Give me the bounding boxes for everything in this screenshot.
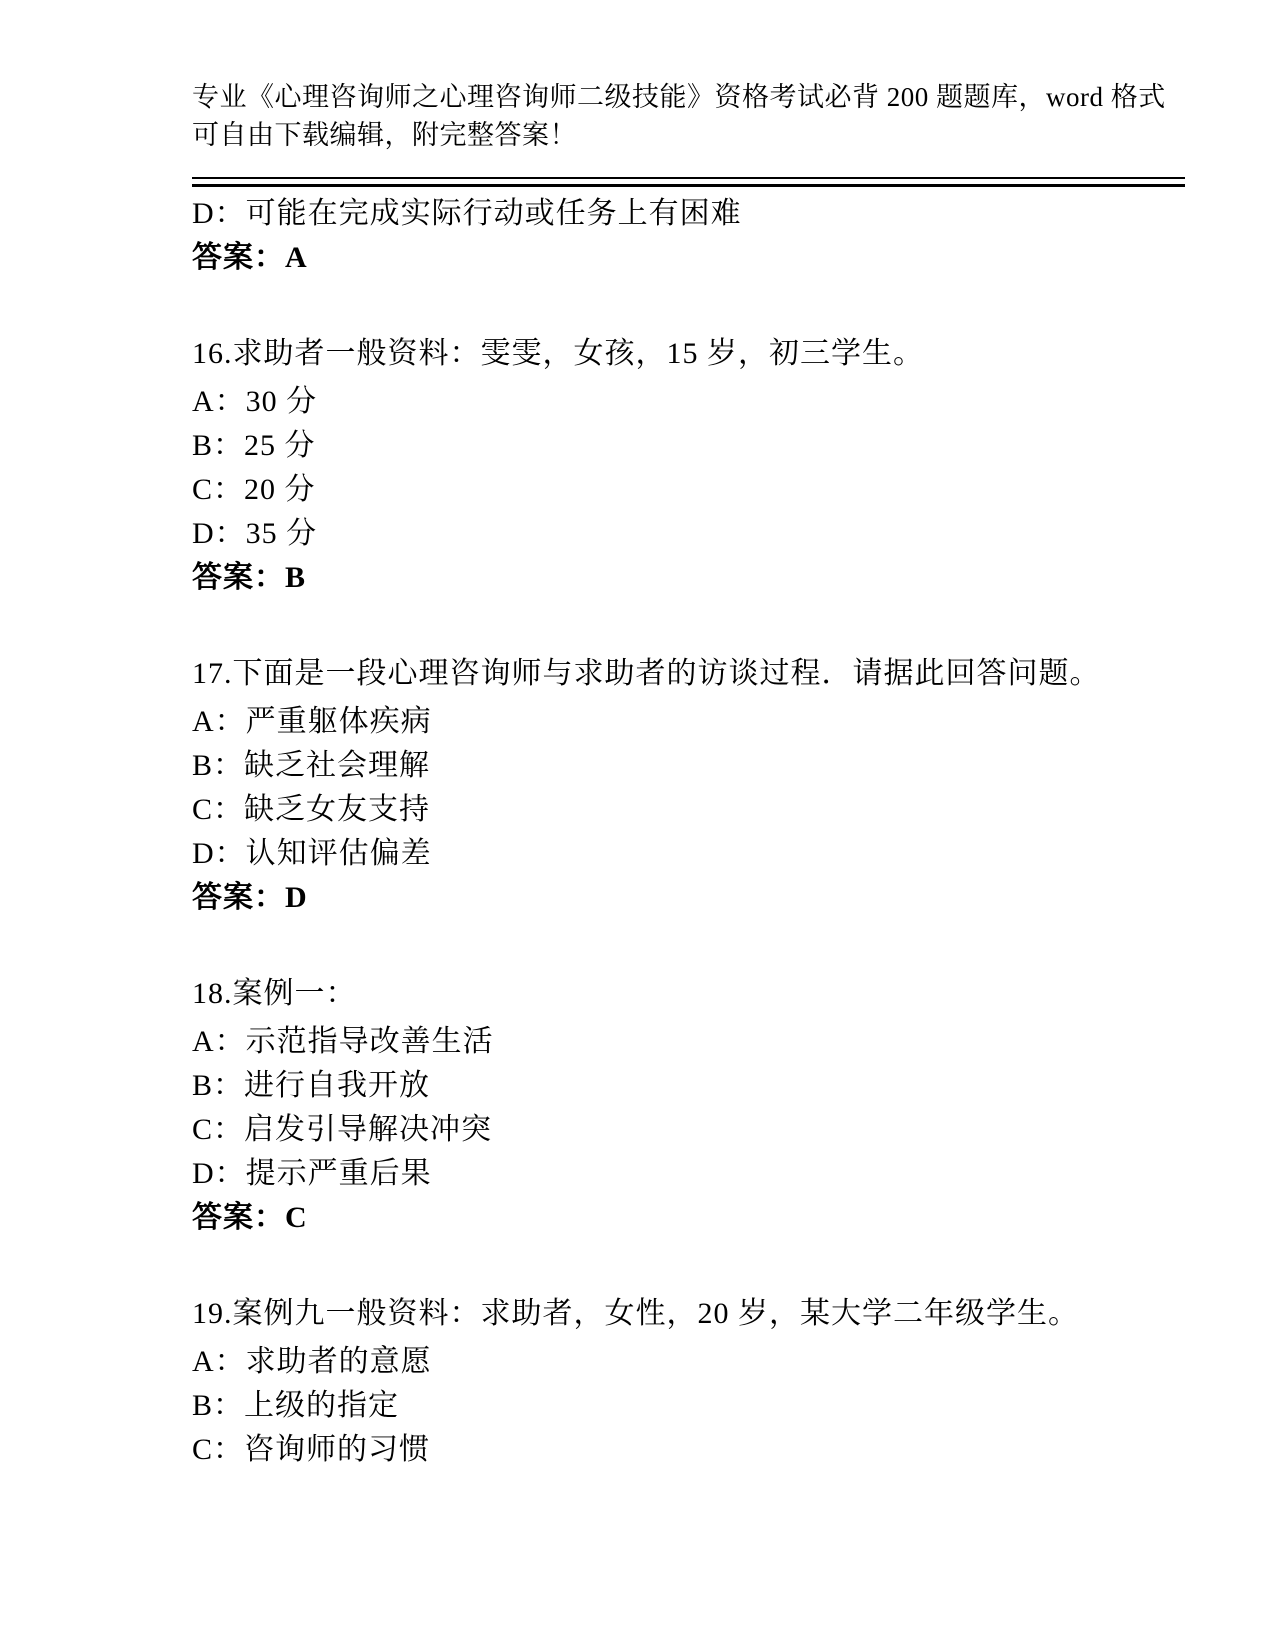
question-16-option-c: C：20 分 xyxy=(192,473,316,506)
question-18-answer: 答案：C xyxy=(192,1201,308,1234)
header-title-line-2: 可自由下载编辑，附完整答案！ xyxy=(192,120,577,150)
question-18-option-c: C：启发引导解决冲突 xyxy=(192,1113,493,1146)
question-18-option-b: B：进行自我开放 xyxy=(192,1069,431,1102)
question-17-option-a: A：严重躯体疾病 xyxy=(192,705,432,738)
question-16-option-b: B：25 分 xyxy=(192,429,316,462)
question-19-option-b: B：上级的指定 xyxy=(192,1389,400,1422)
question-19-option-a: A：求助者的意愿 xyxy=(192,1345,432,1378)
question-18-title: 18.案例一： xyxy=(192,977,357,1010)
question-18-option-d: D：提示严重后果 xyxy=(192,1157,432,1190)
question-17-option-b: B：缺乏社会理解 xyxy=(192,749,431,782)
question-17-title: 17.下面是一段心理咨询师与求助者的访谈过程．请据此回答问题。 xyxy=(192,657,1101,690)
question-19-title: 19.案例九一般资料：求助者，女性，20 岁，某大学二年级学生。 xyxy=(192,1297,1079,1330)
question-15-option-d: D：可能在完成实际行动或任务上有困难 xyxy=(192,197,742,230)
question-17-answer: 答案：D xyxy=(192,881,308,914)
question-16-option-d: D：35 分 xyxy=(192,517,318,550)
question-17-option-c: C：缺乏女友支持 xyxy=(192,793,431,826)
header-title-line-1: 专业《心理咨询师之心理咨询师二级技能》资格考试必背 200 题题库，word 格式 xyxy=(192,82,1166,112)
question-18-block xyxy=(192,972,1185,1240)
question-15-answer: 答案：A xyxy=(192,241,308,274)
question-19-option-c: C：咨询师的习惯 xyxy=(192,1433,431,1466)
question-16-option-a: A：30 分 xyxy=(192,385,318,418)
question-16-title: 16.求助者一般资料：雯雯，女孩，15 岁，初三学生。 xyxy=(192,337,924,370)
question-17-option-d: D：认知评估偏差 xyxy=(192,837,432,870)
question-16-block xyxy=(192,332,1185,600)
question-19-block xyxy=(192,1292,1185,1472)
question-16-answer: 答案：B xyxy=(192,561,307,594)
header-divider-rule xyxy=(192,177,1185,187)
document-body xyxy=(192,192,1185,1472)
question-18-option-a: A：示范指导改善生活 xyxy=(192,1025,494,1058)
question-17-block xyxy=(192,652,1185,920)
page-header xyxy=(192,78,1187,154)
